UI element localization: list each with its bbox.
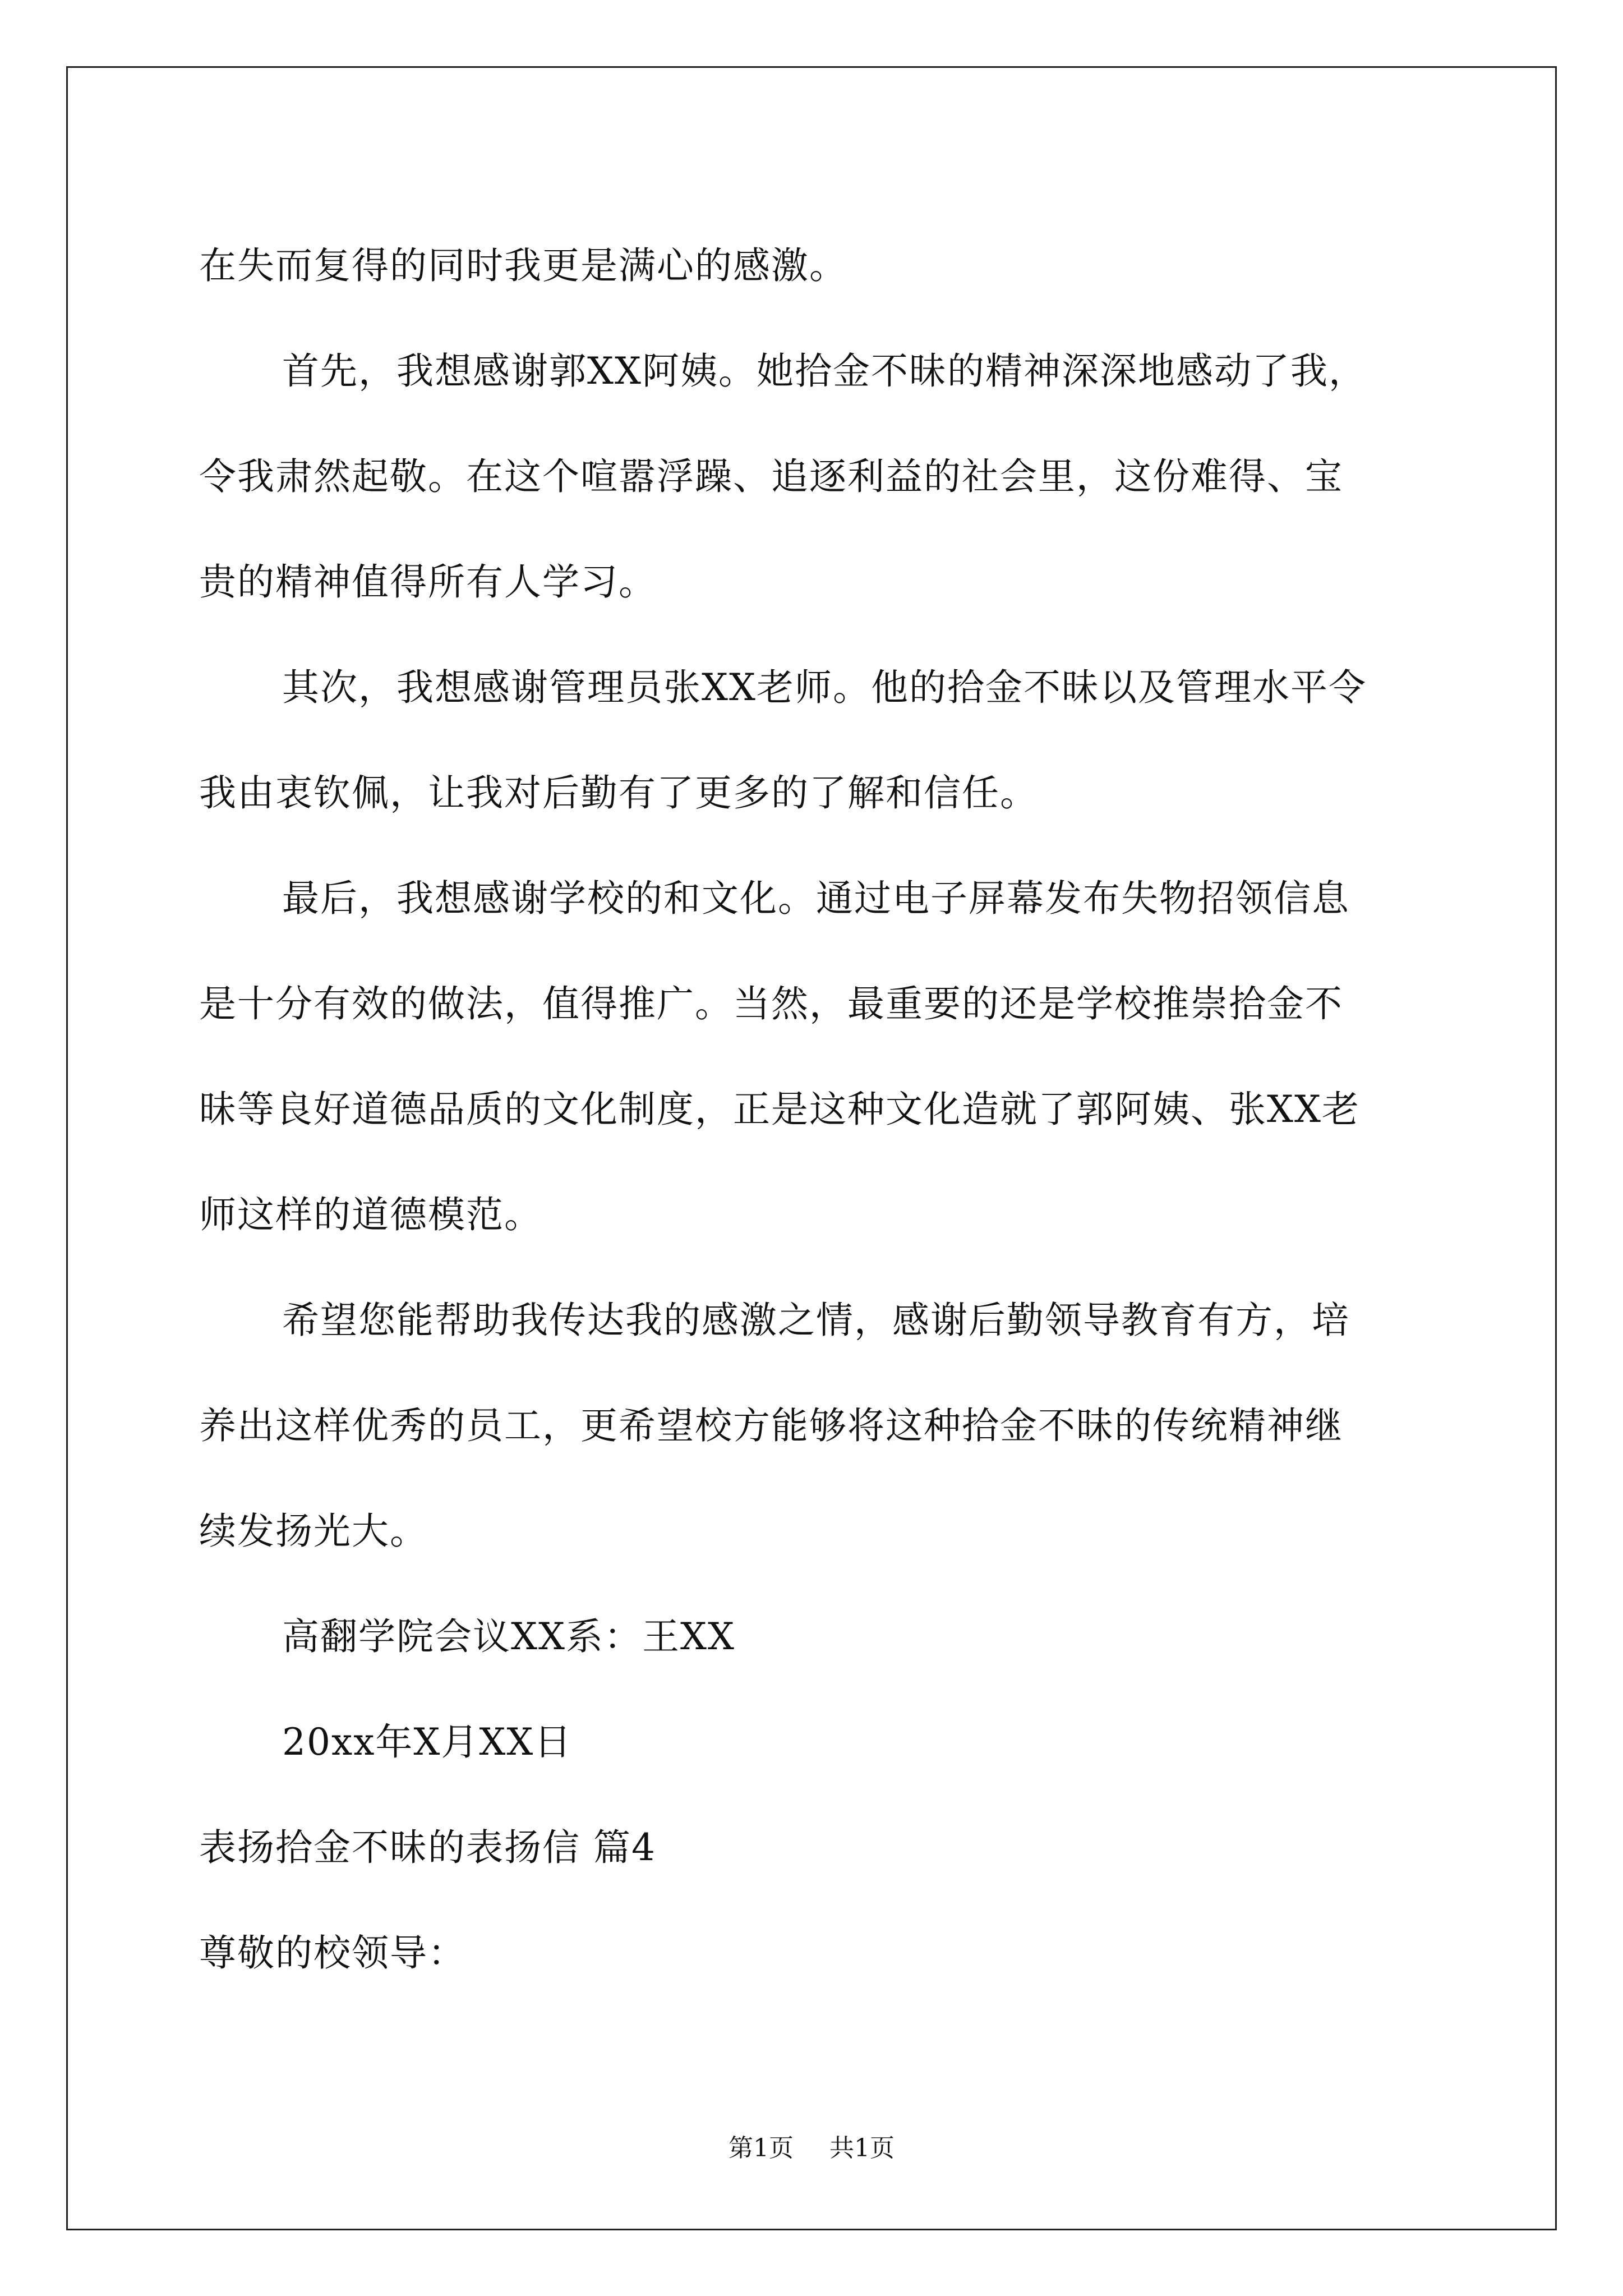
text-line: 令我肃然起敬。在这个喧嚣浮躁、追逐利益的社会里，这份难得、宝 (199, 455, 1343, 498)
text-line: 其次，我想感谢管理员张XX老师。他的拾金不昧以及管理水平令 (282, 666, 1367, 709)
text-line: 养出这样优秀的员工，更希望校方能够将这种拾金不昧的传统精神继 (199, 1404, 1343, 1447)
page-footer (0, 2132, 1623, 2165)
text-line: 贵的精神值得所有人学习。 (199, 560, 657, 604)
text-line: 我由衷钦佩，让我对后勤有了更多的了解和信任。 (199, 771, 1038, 815)
text-line: 昧等良好道德品质的文化制度，正是这种文化造就了郭阿姨、张XX老 (199, 1088, 1360, 1131)
section-heading: 表扬拾金不昧的表扬信 篇4 (199, 1826, 656, 1869)
signature-line: 高翻学院会议XX系：王XX (282, 1615, 735, 1658)
page-total: 共1页 (829, 2134, 895, 2162)
text-line: 希望您能帮助我传达我的感激之情，感谢后勤领导教育有方，培 (282, 1299, 1350, 1342)
text-line: 师这样的道德模范。 (199, 1193, 542, 1236)
salutation-line: 尊敬的校领导： (199, 1931, 466, 1975)
text-line: 最后，我想感谢学校的和文化。通过电子屏幕发布失物招领信息 (282, 877, 1350, 920)
page-number: 第1页 (728, 2134, 794, 2162)
date-line: 20xx年X月XX日 (282, 1720, 573, 1764)
text-line: 在失而复得的同时我更是满心的感激。 (199, 244, 847, 287)
document-body (199, 213, 1450, 2006)
text-line: 续发扬光大。 (199, 1510, 428, 1553)
text-line: 首先，我想感谢郭XX阿姨。她拾金不昧的精神深深地感动了我， (282, 349, 1367, 393)
text-line: 是十分有效的做法，值得推广。当然，最重要的还是学校推崇拾金不 (199, 982, 1343, 1025)
